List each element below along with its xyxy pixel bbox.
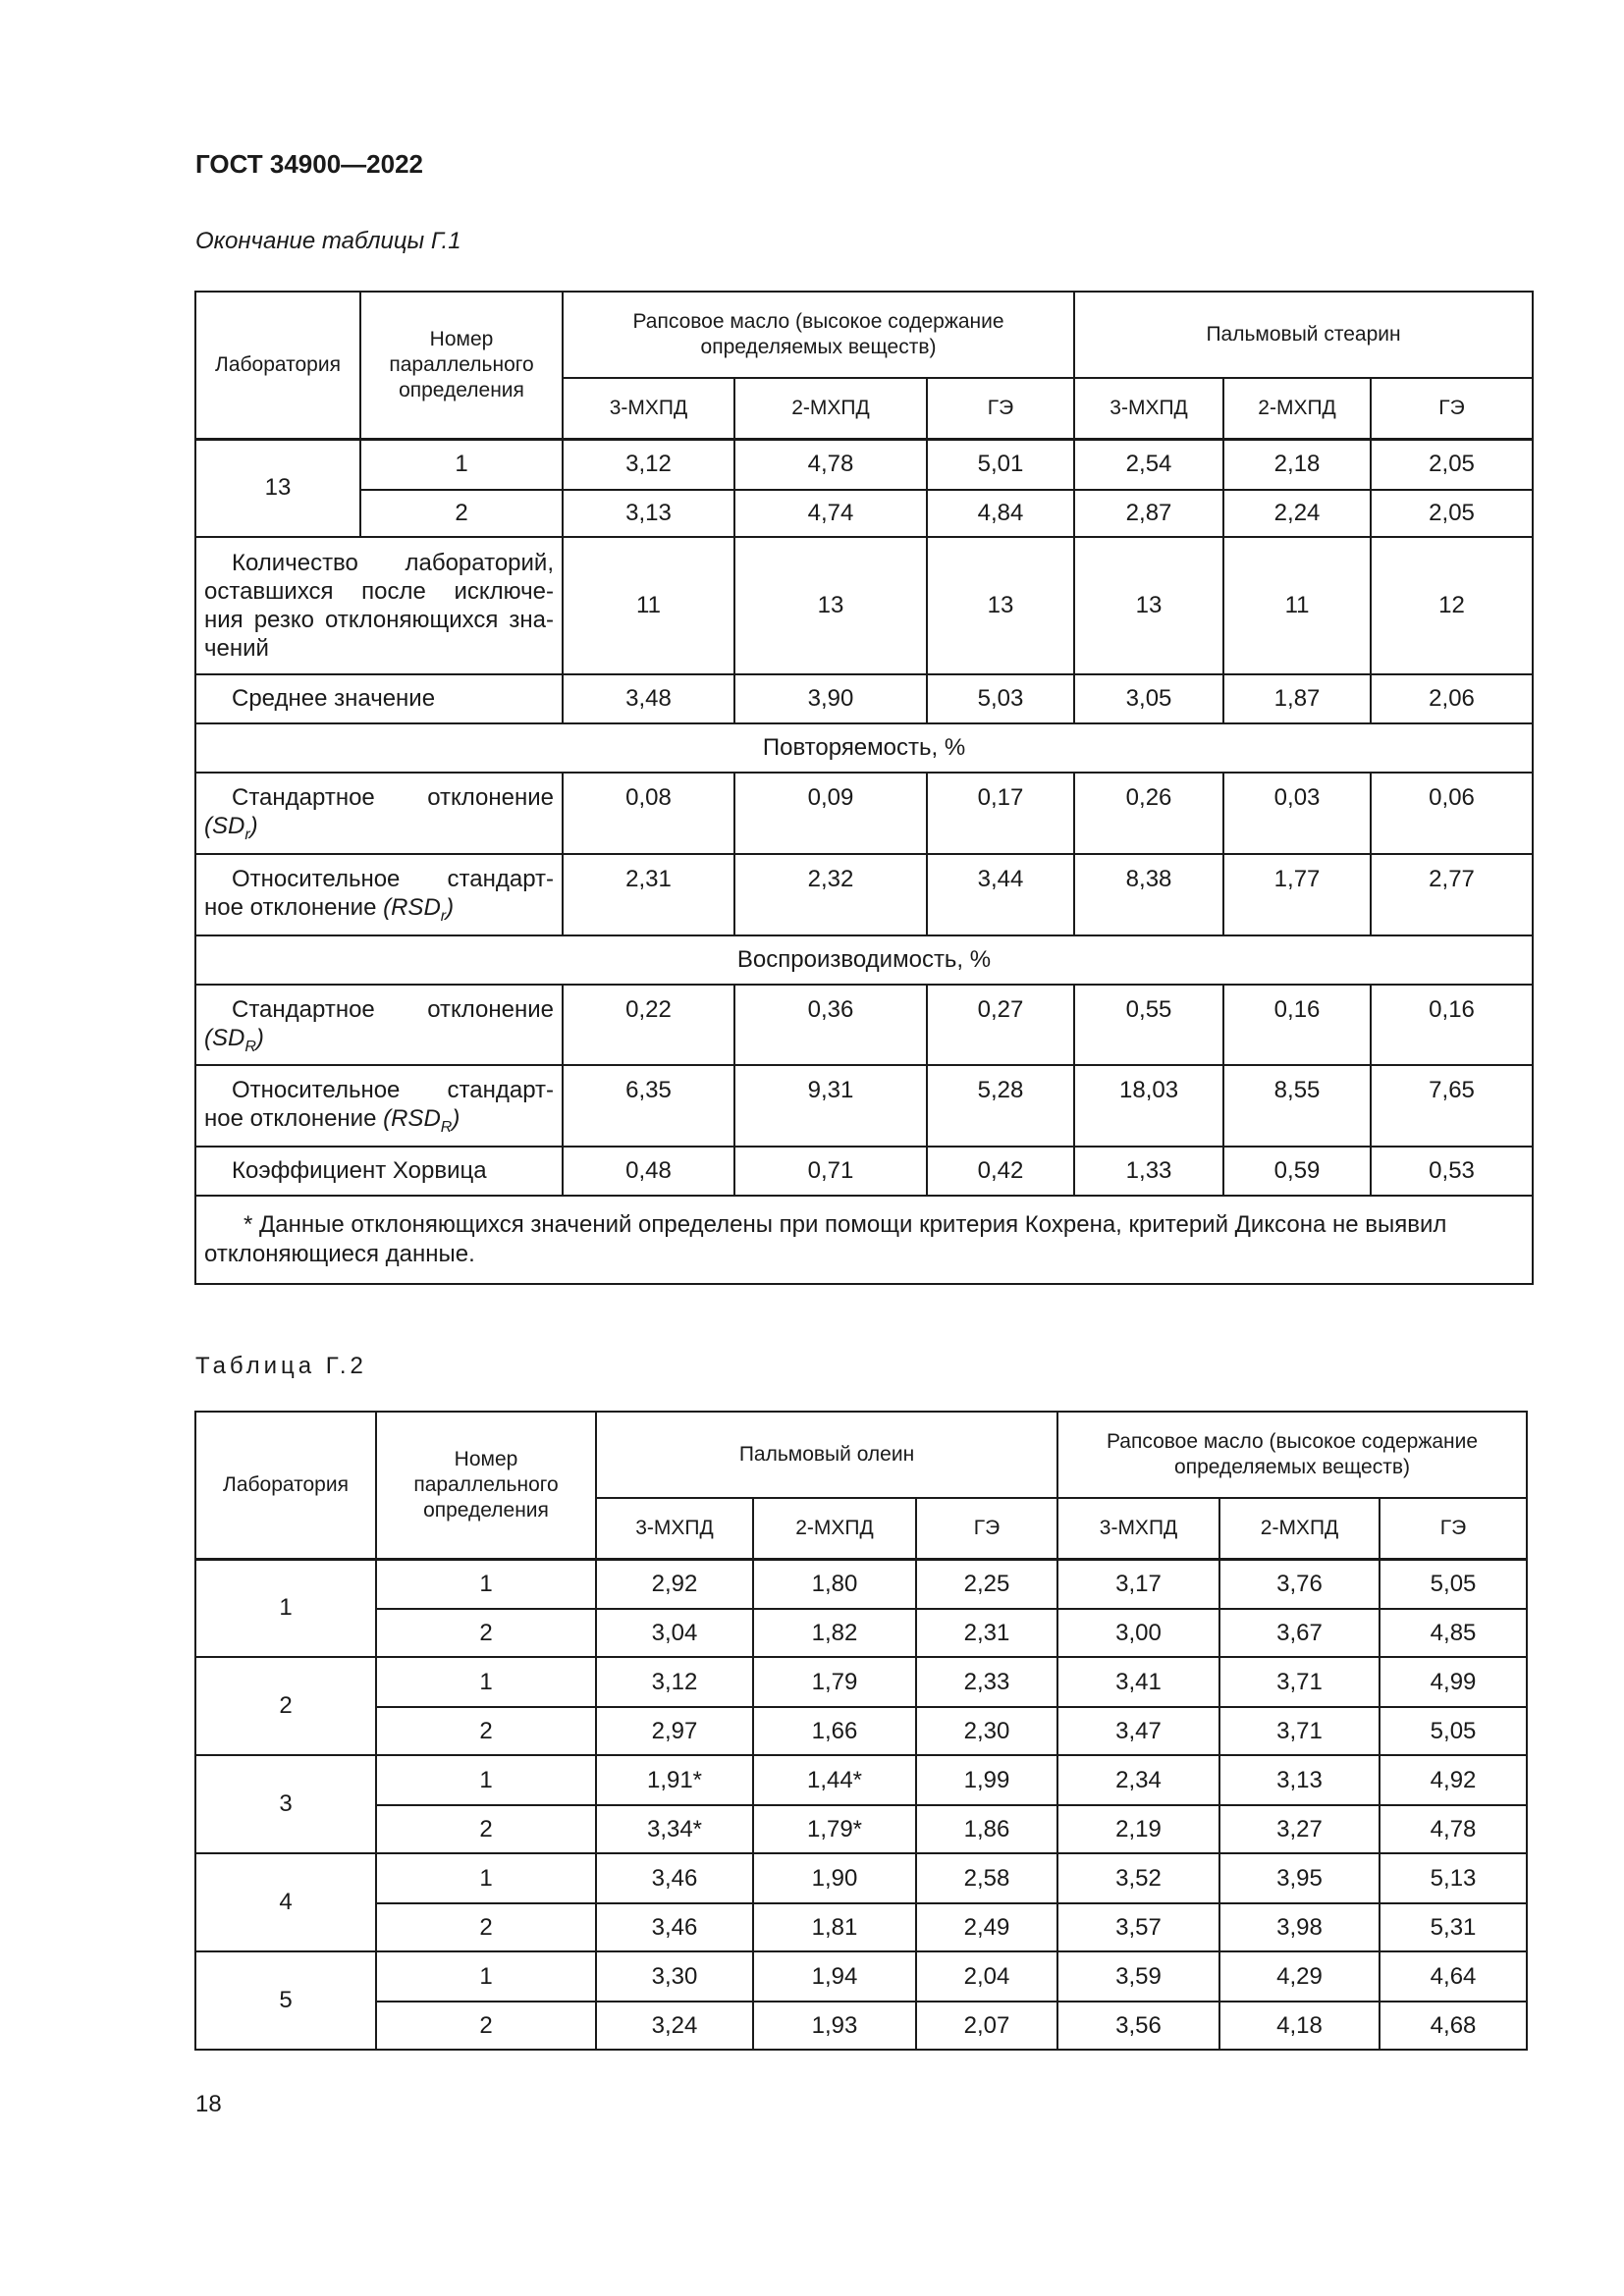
sdR-sym: (SD bbox=[204, 1024, 245, 1051]
cell: 1,33 bbox=[1074, 1147, 1223, 1196]
row-label-sdr bbox=[195, 773, 563, 854]
cell: 0,53 bbox=[1371, 1147, 1533, 1196]
cell: 2,33 bbox=[916, 1657, 1057, 1707]
section-title-repeatability: Повторяемость, % bbox=[195, 723, 1533, 773]
rsdr-close: ) bbox=[446, 893, 455, 921]
row-num: 2 bbox=[360, 490, 563, 537]
cell: 0,06 bbox=[1371, 773, 1533, 854]
cell: 3,67 bbox=[1219, 1609, 1380, 1657]
rsdR-line: Относительное стандарт- bbox=[232, 1077, 554, 1104]
cell: 1,81 bbox=[753, 1903, 916, 1951]
cell: 5,05 bbox=[1380, 1559, 1527, 1609]
cell: 2,87 bbox=[1074, 490, 1223, 537]
cell: 2,92 bbox=[596, 1559, 753, 1609]
cell: 1,66 bbox=[753, 1707, 916, 1755]
table-g2-body bbox=[195, 1559, 1527, 2050]
cell: 3,41 bbox=[1057, 1657, 1219, 1707]
footnote-line: отклоняющиеся данные. bbox=[204, 1241, 475, 1268]
sdR-close: ) bbox=[255, 1024, 264, 1051]
cell: 0,17 bbox=[927, 773, 1074, 854]
cell: 3,59 bbox=[1057, 1951, 1219, 2002]
cell: 1,79* bbox=[753, 1805, 916, 1853]
sdR-sub: R bbox=[244, 1038, 256, 1055]
cell: 3,71 bbox=[1219, 1657, 1380, 1707]
cell: 3,95 bbox=[1219, 1853, 1380, 1903]
cell: 2,31 bbox=[563, 854, 734, 935]
cell: 3,00 bbox=[1057, 1609, 1219, 1657]
cell: 2,31 bbox=[916, 1609, 1057, 1657]
cell: 5,01 bbox=[927, 439, 1074, 490]
cell: 3,48 bbox=[563, 674, 734, 723]
cell: 2,04 bbox=[916, 1951, 1057, 2002]
table2-caption: Таблица Г.2 bbox=[195, 1353, 367, 1379]
cell: 0,48 bbox=[563, 1147, 734, 1196]
cell: 3,24 bbox=[596, 2002, 753, 2050]
cell: 2,05 bbox=[1371, 490, 1533, 537]
cell: 1,87 bbox=[1223, 674, 1371, 723]
cell: 2,25 bbox=[916, 1559, 1057, 1609]
cell: 3,46 bbox=[596, 1853, 753, 1903]
lab-name: 3 bbox=[195, 1755, 376, 1853]
sdR-line2 bbox=[204, 1024, 554, 1061]
cell: 4,64 bbox=[1380, 1951, 1527, 2002]
cell: 2,77 bbox=[1371, 854, 1533, 935]
rsdR-text: ное отклонение bbox=[204, 1105, 384, 1133]
rsdr-sub: r bbox=[440, 907, 447, 925]
rsdR-close: ) bbox=[452, 1105, 460, 1133]
cell: 0,16 bbox=[1223, 985, 1371, 1066]
cell: 0,22 bbox=[563, 985, 734, 1066]
cell: 1,90 bbox=[753, 1853, 916, 1903]
table-footnote bbox=[195, 1196, 1533, 1284]
cell: 4,92 bbox=[1380, 1755, 1527, 1805]
cell: 3,57 bbox=[1057, 1903, 1219, 1951]
cell: 3,52 bbox=[1057, 1853, 1219, 1903]
page-number: 18 bbox=[195, 2091, 222, 2117]
cell: 3,98 bbox=[1219, 1903, 1380, 1951]
row-num: 2 bbox=[376, 1609, 596, 1657]
row-num: 2 bbox=[376, 1903, 596, 1951]
cell: 1,77 bbox=[1223, 854, 1371, 935]
cell: 13 bbox=[1074, 537, 1223, 674]
cell: 2,18 bbox=[1223, 439, 1371, 490]
lab-count-line: оставшихся после исключе- bbox=[204, 578, 554, 605]
cell: 0,08 bbox=[563, 773, 734, 854]
rsdR-line2 bbox=[204, 1104, 554, 1142]
cell: 4,99 bbox=[1380, 1657, 1527, 1707]
row-label-lab-count bbox=[195, 537, 563, 674]
cell: 13 bbox=[734, 537, 927, 674]
row-label-horwitz: Коэффициент Хорвица bbox=[195, 1147, 563, 1196]
row-num: 1 bbox=[376, 1559, 596, 1609]
sub-header: ГЭ bbox=[916, 1498, 1057, 1559]
row-num: 2 bbox=[376, 1805, 596, 1853]
sub-header: 3-МХПД bbox=[1074, 378, 1223, 439]
cell: 2,54 bbox=[1074, 439, 1223, 490]
footnote-line: * Данные отклоняющихся значений определены при помощи критерия Кохрена, критерий Диксона не выявил bbox=[244, 1211, 1447, 1239]
col-header-lab: Лаборатория bbox=[195, 292, 360, 439]
cell: 4,18 bbox=[1219, 2002, 1380, 2050]
table-row bbox=[195, 1951, 1527, 2002]
cell: 1,44* bbox=[753, 1755, 916, 1805]
cell: 3,17 bbox=[1057, 1559, 1219, 1609]
sdR-line: Стандартное отклонение bbox=[232, 995, 554, 1023]
cell: 1,86 bbox=[916, 1805, 1057, 1853]
cell: 3,13 bbox=[563, 490, 734, 537]
cell: 0,26 bbox=[1074, 773, 1223, 854]
cell: 4,85 bbox=[1380, 1609, 1527, 1657]
cell: 3,12 bbox=[596, 1657, 753, 1707]
cell: 0,16 bbox=[1371, 985, 1533, 1066]
sub-header: 3-МХПД bbox=[1057, 1498, 1219, 1559]
table-row bbox=[195, 1853, 1527, 1903]
sdr-sym: (SD bbox=[204, 813, 245, 839]
cell: 1,91* bbox=[596, 1755, 753, 1805]
cell: 0,36 bbox=[734, 985, 927, 1066]
cell: 0,59 bbox=[1223, 1147, 1371, 1196]
cell: 8,38 bbox=[1074, 854, 1223, 935]
col-header-num: Номер параллельного определения bbox=[360, 292, 563, 439]
lab-name: 2 bbox=[195, 1657, 376, 1755]
cell: 3,76 bbox=[1219, 1559, 1380, 1609]
cell: 18,03 bbox=[1074, 1065, 1223, 1147]
cell: 2,49 bbox=[916, 1903, 1057, 1951]
table-row bbox=[195, 1805, 1527, 1853]
cell: 3,34* bbox=[596, 1805, 753, 1853]
table-row bbox=[195, 1559, 1527, 1609]
cell: 12 bbox=[1371, 537, 1533, 674]
lab-name: 1 bbox=[195, 1559, 376, 1657]
sub-header: 2-МХПД bbox=[753, 1498, 916, 1559]
cell: 11 bbox=[563, 537, 734, 674]
row-num: 1 bbox=[376, 1853, 596, 1903]
row-num: 2 bbox=[376, 2002, 596, 2050]
cell: 3,90 bbox=[734, 674, 927, 723]
row-num: 1 bbox=[376, 1755, 596, 1805]
sub-header: 2-МХПД bbox=[734, 378, 927, 439]
cell: 3,47 bbox=[1057, 1707, 1219, 1755]
group-header-2: Пальмовый стеарин bbox=[1074, 292, 1533, 378]
rsdR-sym: (RSD bbox=[383, 1105, 441, 1133]
cell: 5,28 bbox=[927, 1065, 1074, 1147]
cell: 0,71 bbox=[734, 1147, 927, 1196]
cell: 2,07 bbox=[916, 2002, 1057, 2050]
cell: 3,44 bbox=[927, 854, 1074, 935]
cell: 4,68 bbox=[1380, 2002, 1527, 2050]
col-header-num: Номер параллельного определения bbox=[376, 1412, 596, 1559]
cell: 0,42 bbox=[927, 1147, 1074, 1196]
row-label-rsdR bbox=[195, 1065, 563, 1147]
sub-header: 3-МХПД bbox=[563, 378, 734, 439]
rsdR-sub: R bbox=[440, 1119, 453, 1137]
cell: 2,58 bbox=[916, 1853, 1057, 1903]
rsdr-line2 bbox=[204, 893, 554, 931]
cell: 1,94 bbox=[753, 1951, 916, 2002]
cell: 5,03 bbox=[927, 674, 1074, 723]
table-row bbox=[195, 1707, 1527, 1755]
cell: 3,46 bbox=[596, 1903, 753, 1951]
lab-name: 13 bbox=[195, 439, 360, 537]
cell: 3,05 bbox=[1074, 674, 1223, 723]
row-num: 1 bbox=[376, 1951, 596, 2002]
cell: 1,80 bbox=[753, 1559, 916, 1609]
cell: 13 bbox=[927, 537, 1074, 674]
cell: 3,71 bbox=[1219, 1707, 1380, 1755]
sub-header: ГЭ bbox=[1380, 1498, 1527, 1559]
lab-count-line: чений bbox=[204, 635, 269, 662]
cell: 0,27 bbox=[927, 985, 1074, 1066]
table-row bbox=[195, 1657, 1527, 1707]
group-header-1: Рапсовое масло (высокое содержание определяемых веществ) bbox=[563, 292, 1074, 378]
row-label-mean: Среднее значение bbox=[195, 674, 563, 723]
sdr-line2 bbox=[204, 812, 554, 849]
rsdr-sym: (RSD bbox=[383, 893, 441, 921]
row-label-sdR bbox=[195, 985, 563, 1066]
cell: 5,13 bbox=[1380, 1853, 1527, 1903]
cell: 8,55 bbox=[1223, 1065, 1371, 1147]
sdr-close: ) bbox=[249, 813, 258, 839]
cell: 1,93 bbox=[753, 2002, 916, 2050]
cell: 0,09 bbox=[734, 773, 927, 854]
cell: 5,05 bbox=[1380, 1707, 1527, 1755]
table-row bbox=[195, 1609, 1527, 1657]
cell: 2,34 bbox=[1057, 1755, 1219, 1805]
group-header-1: Пальмовый олеин bbox=[596, 1412, 1057, 1498]
cell: 3,27 bbox=[1219, 1805, 1380, 1853]
section-title-reproducibility: Воспроизводимость, % bbox=[195, 935, 1533, 985]
cell: 4,74 bbox=[734, 490, 927, 537]
sdr-sub: r bbox=[244, 826, 250, 843]
cell: 3,56 bbox=[1057, 2002, 1219, 2050]
cell: 2,05 bbox=[1371, 439, 1533, 490]
sub-header: ГЭ bbox=[927, 378, 1074, 439]
sub-header: ГЭ bbox=[1371, 378, 1533, 439]
table-row bbox=[195, 1903, 1527, 1951]
row-num: 1 bbox=[360, 439, 563, 490]
cell: 0,03 bbox=[1223, 773, 1371, 854]
col-header-lab: Лаборатория bbox=[195, 1412, 376, 1559]
cell: 3,30 bbox=[596, 1951, 753, 2002]
table-g2 bbox=[194, 1411, 1528, 2051]
sub-header: 2-МХПД bbox=[1223, 378, 1371, 439]
cell: 3,12 bbox=[563, 439, 734, 490]
sub-header: 3-МХПД bbox=[596, 1498, 753, 1559]
group-header-2: Рапсовое масло (высокое содержание определяемых веществ) bbox=[1057, 1412, 1527, 1498]
lab-count-line: Количество лабораторий, bbox=[232, 550, 554, 576]
cell: 2,19 bbox=[1057, 1805, 1219, 1853]
cell: 5,31 bbox=[1380, 1903, 1527, 1951]
table-row bbox=[195, 2002, 1527, 2050]
cell: 1,79 bbox=[753, 1657, 916, 1707]
cell: 1,82 bbox=[753, 1609, 916, 1657]
row-num: 2 bbox=[376, 1707, 596, 1755]
cell: 4,29 bbox=[1219, 1951, 1380, 2002]
table-g1-end bbox=[194, 291, 1534, 1285]
lab-name: 5 bbox=[195, 1951, 376, 2050]
sdr-line: Стандартное отклонение bbox=[232, 784, 554, 811]
row-num: 1 bbox=[376, 1657, 596, 1707]
cell: 3,04 bbox=[596, 1609, 753, 1657]
cell: 2,06 bbox=[1371, 674, 1533, 723]
cell: 4,78 bbox=[734, 439, 927, 490]
rsdr-text: ное отклонение bbox=[204, 893, 384, 921]
cell: 9,31 bbox=[734, 1065, 927, 1147]
cell: 4,84 bbox=[927, 490, 1074, 537]
cell: 2,24 bbox=[1223, 490, 1371, 537]
sub-header: 2-МХПД bbox=[1219, 1498, 1380, 1559]
lab-count-line: ния резко отклоняющихся зна- bbox=[204, 607, 554, 633]
cell: 3,13 bbox=[1219, 1755, 1380, 1805]
cell: 4,78 bbox=[1380, 1805, 1527, 1853]
cell: 1,99 bbox=[916, 1755, 1057, 1805]
table-row bbox=[195, 1755, 1527, 1805]
cell: 7,65 bbox=[1371, 1065, 1533, 1147]
cell: 2,97 bbox=[596, 1707, 753, 1755]
cell: 11 bbox=[1223, 537, 1371, 674]
cell: 0,55 bbox=[1074, 985, 1223, 1066]
cell: 6,35 bbox=[563, 1065, 734, 1147]
rsdr-line: Относительное стандарт- bbox=[232, 865, 554, 892]
document-code: ГОСТ 34900—2022 bbox=[195, 149, 423, 179]
table1-caption: Окончание таблицы Г.1 bbox=[195, 228, 461, 254]
lab-name: 4 bbox=[195, 1853, 376, 1951]
row-label-rsdr bbox=[195, 854, 563, 935]
cell: 2,32 bbox=[734, 854, 927, 935]
cell: 2,30 bbox=[916, 1707, 1057, 1755]
